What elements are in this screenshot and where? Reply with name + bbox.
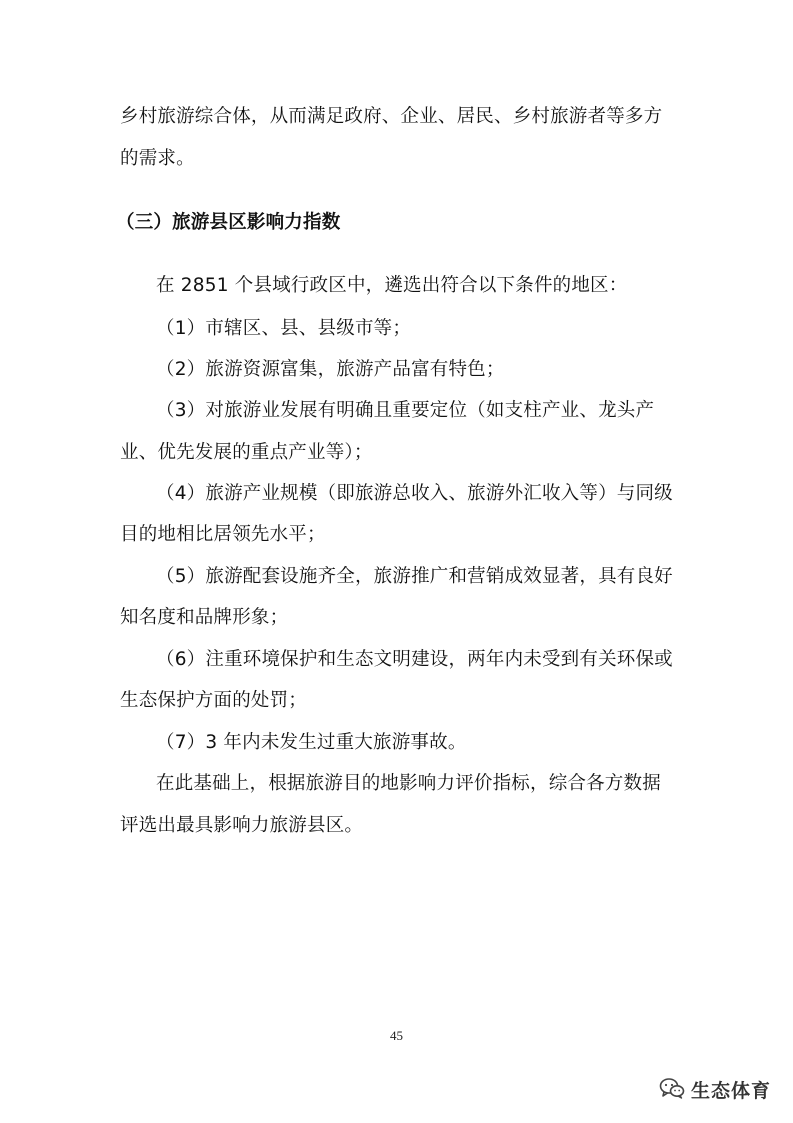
paragraph-line: 的需求。	[120, 148, 195, 169]
section-heading: （三）旅游县区影响力指数	[116, 212, 341, 233]
list-item-continuation: 知名度和品牌形象；	[120, 607, 289, 628]
watermark-text: 生态体育	[690, 1080, 771, 1102]
paragraph-line: 在 2851 个县域行政区中，遴选出符合以下条件的地区：	[156, 275, 628, 296]
watermark	[659, 1076, 771, 1103]
list-item: （5）旅游配套设施齐全，旅游推广和营销成效显著，具有良好	[156, 566, 673, 587]
wechat-icon	[659, 1077, 685, 1103]
page-number: 45	[390, 1028, 403, 1043]
list-item-continuation: 业、优先发展的重点产业等）；	[120, 442, 373, 463]
paragraph-line: 评选出最具影响力旅游县区。	[120, 815, 364, 836]
list-item: （1）市辖区、县、县级市等；	[156, 318, 412, 339]
list-item-continuation: 生态保护方面的处罚；	[120, 690, 308, 711]
list-item: （7）3 年内未发生过重大旅游事故。	[156, 732, 467, 753]
list-item: （6）注重环境保护和生态文明建设，两年内未受到有关环保或	[156, 649, 673, 670]
paragraph-line: 乡村旅游综合体，从而满足政府、企业、居民、乡村旅游者等多方	[120, 106, 663, 127]
paragraph-line: 在此基础上，根据旅游目的地影响力评价指标，综合各方数据	[156, 773, 661, 794]
list-item: （4）旅游产业规模（即旅游总收入、旅游外汇收入等）与同级	[156, 483, 673, 504]
list-item: （3）对旅游业发展有明确且重要定位（如支柱产业、龙头产	[156, 400, 655, 421]
list-item: （2）旅游资源富集，旅游产品富有特色；	[156, 359, 505, 380]
list-item-continuation: 目的地相比居领先水平；	[120, 524, 326, 545]
